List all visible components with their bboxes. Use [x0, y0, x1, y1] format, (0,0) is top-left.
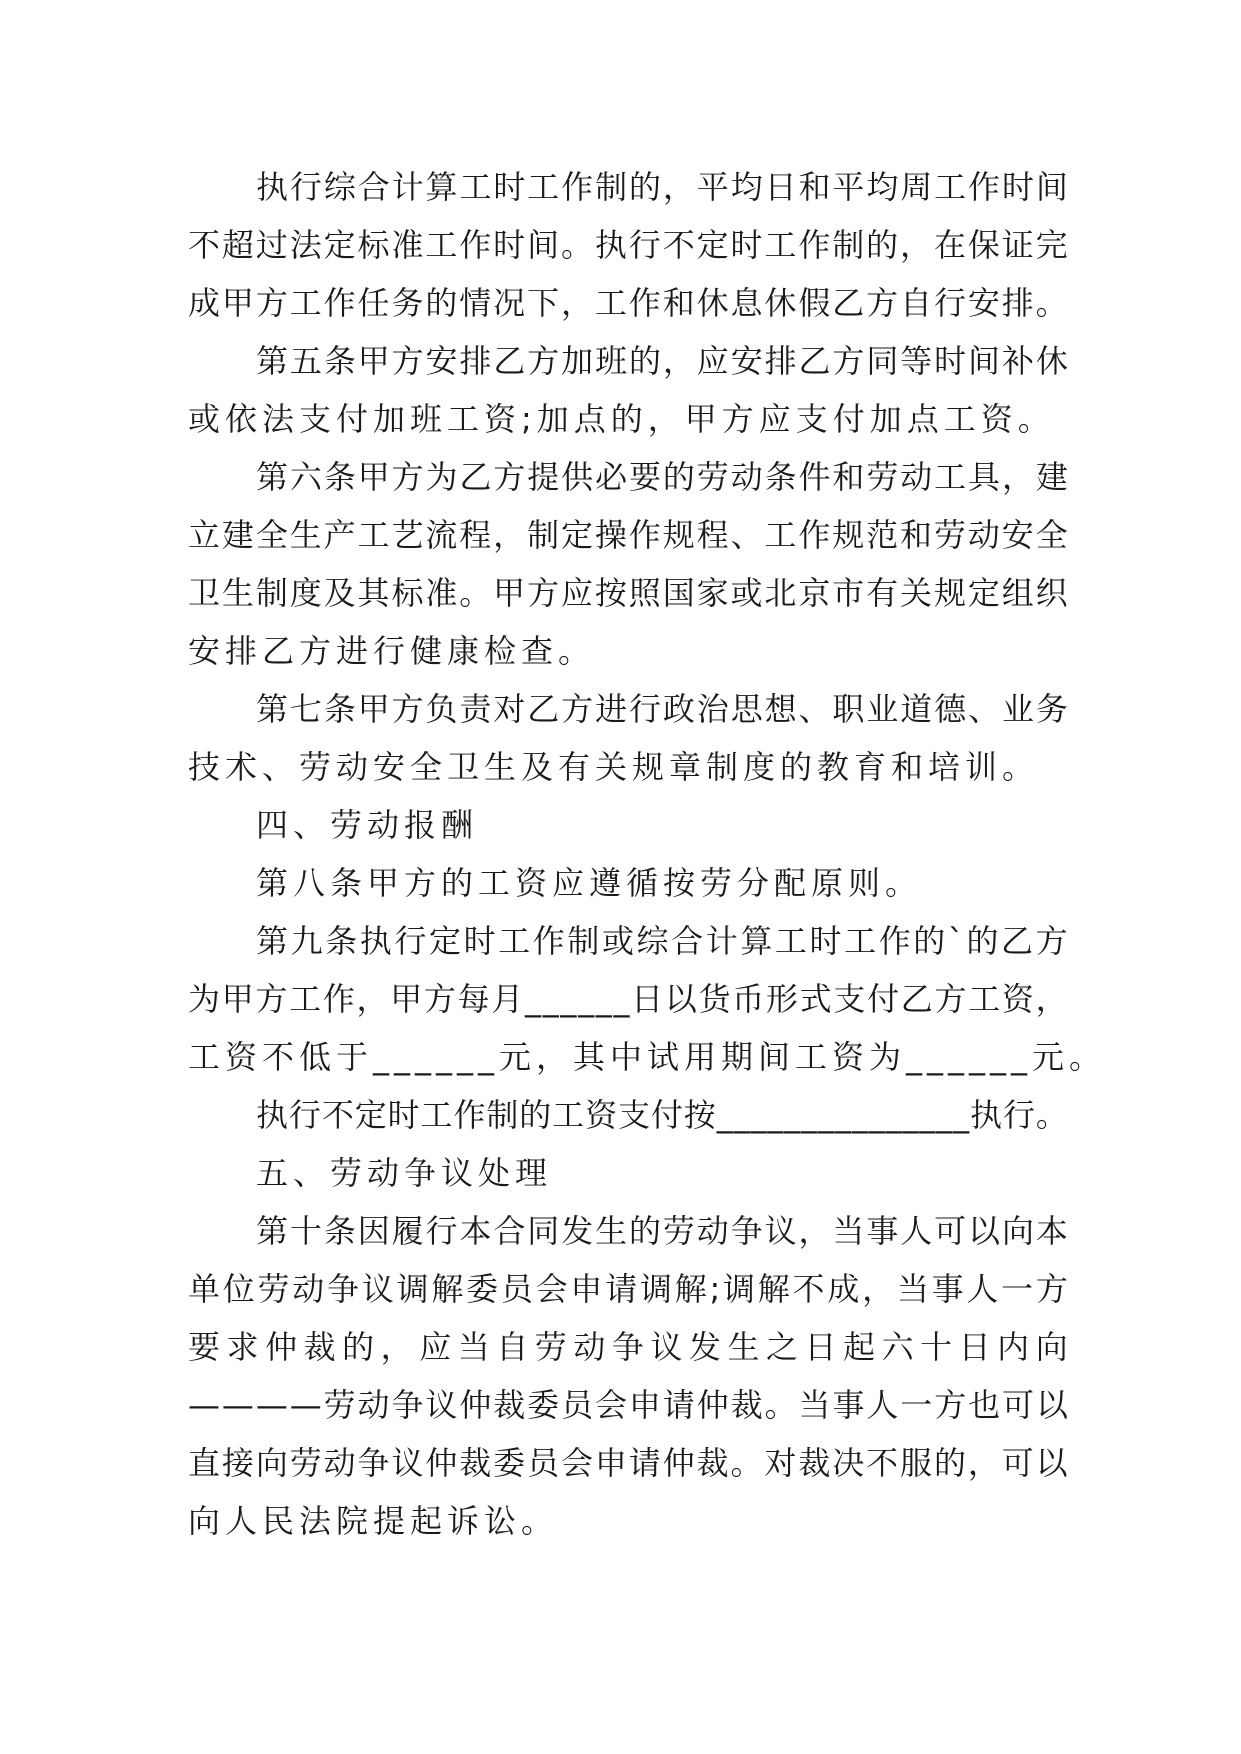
- text-line: 不 超 过 法 定 标 准 工 作 时 间 。 执 行 不 定 时 工 作 制 的 ， 在 保 证 完: [188, 226, 1068, 264]
- text-line: 第八条甲方的工资应遵循按劳分配原则。: [256, 864, 923, 902]
- section-heading: 五、劳动争议处理: [256, 1154, 553, 1192]
- text-line: 为 甲 方 工 作 ， 甲 方 每 月 _ _ _ _ _ _ 日 以 货 币 形 式 支 付 乙 方 工 资 ，: [188, 980, 1068, 1018]
- text-line: 卫 生 制 度 及 其 标 准 。 甲 方 应 按 照 国 家 或 北 京 市 有 关 规 定 组 织: [188, 574, 1068, 612]
- text-line: 向人民法院提起诉讼。: [188, 1502, 559, 1540]
- text-line: 第 九 条 执 行 定 时 工 作 制 或 综 合 计 算 工 时 工 作 的 ` 的 乙 方: [256, 922, 1068, 960]
- text-line: 技术、劳动安全卫生及有关规章制度的教育和培训。: [188, 748, 1040, 786]
- text-line: 第 五 条 甲 方 安 排 乙 方 加 班 的 ， 应 安 排 乙 方 同 等 时 间 补 休: [256, 342, 1068, 380]
- text-line: 要 求 仲 裁 的 ， 应 当 自 劳 动 争 议 发 生 之 日 起 六 十 日 内 向: [188, 1328, 1068, 1366]
- text-line: 单 位 劳 动 争 议 调 解 委 员 会 申 请 调 解 ; 调 解 不 成 ， 当 事 人 一 方: [188, 1270, 1068, 1308]
- section-heading: 四、劳动报酬: [256, 806, 479, 844]
- text-line: 或依法支付加班工资;加点的，甲方应支付加点工资。: [188, 400, 1055, 438]
- text-line: 第 十 条 因 履 行 本 合 同 发 生 的 劳 动 争 议 ， 当 事 人 可 以 向 本: [256, 1212, 1068, 1250]
- text-line: 执 行 综 合 计 算 工 时 工 作 制 的 ， 平 均 日 和 平 均 周 工 作 时 间: [256, 168, 1068, 206]
- text-line: 成 甲 方 工 作 任 务 的 情 况 下 ， 工 作 和 休 息 休 假 乙 方 自 行 安 排 。: [188, 284, 1068, 322]
- text-line: 立 建 全 生 产 工 艺 流 程 ， 制 定 操 作 规 程 、 工 作 规 范 和 劳 动 安 全: [188, 516, 1068, 554]
- text-line: 第 六 条 甲 方 为 乙 方 提 供 必 要 的 劳 动 条 件 和 劳 动 工 具 ， 建: [256, 458, 1068, 496]
- text-line: 直 接 向 劳 动 争 议 仲 裁 委 员 会 申 请 仲 裁 。 对 裁 决 不 服 的 ， 可 以: [188, 1444, 1068, 1482]
- text-line: 安排乙方进行健康检查。: [188, 632, 596, 670]
- text-line: — — — — 劳 动 争 议 仲 裁 委 员 会 申 请 仲 裁 。 当 事 人 一 方 也 可 以: [188, 1386, 1068, 1424]
- text-line: 第 七 条 甲 方 负 责 对 乙 方 进 行 政 治 思 想 、 职 业 道 德 、 业 务: [256, 690, 1068, 728]
- text-line: 工资不低于______元，其中试用期间工资为______元。: [188, 1038, 1107, 1076]
- text-line: 执 行 不 定 时 工 作 制 的 工 资 支 付 按 _ _ _ _ _ _ _ _ _ _ _ _ _ _ _ 执 行 。: [256, 1096, 1068, 1134]
